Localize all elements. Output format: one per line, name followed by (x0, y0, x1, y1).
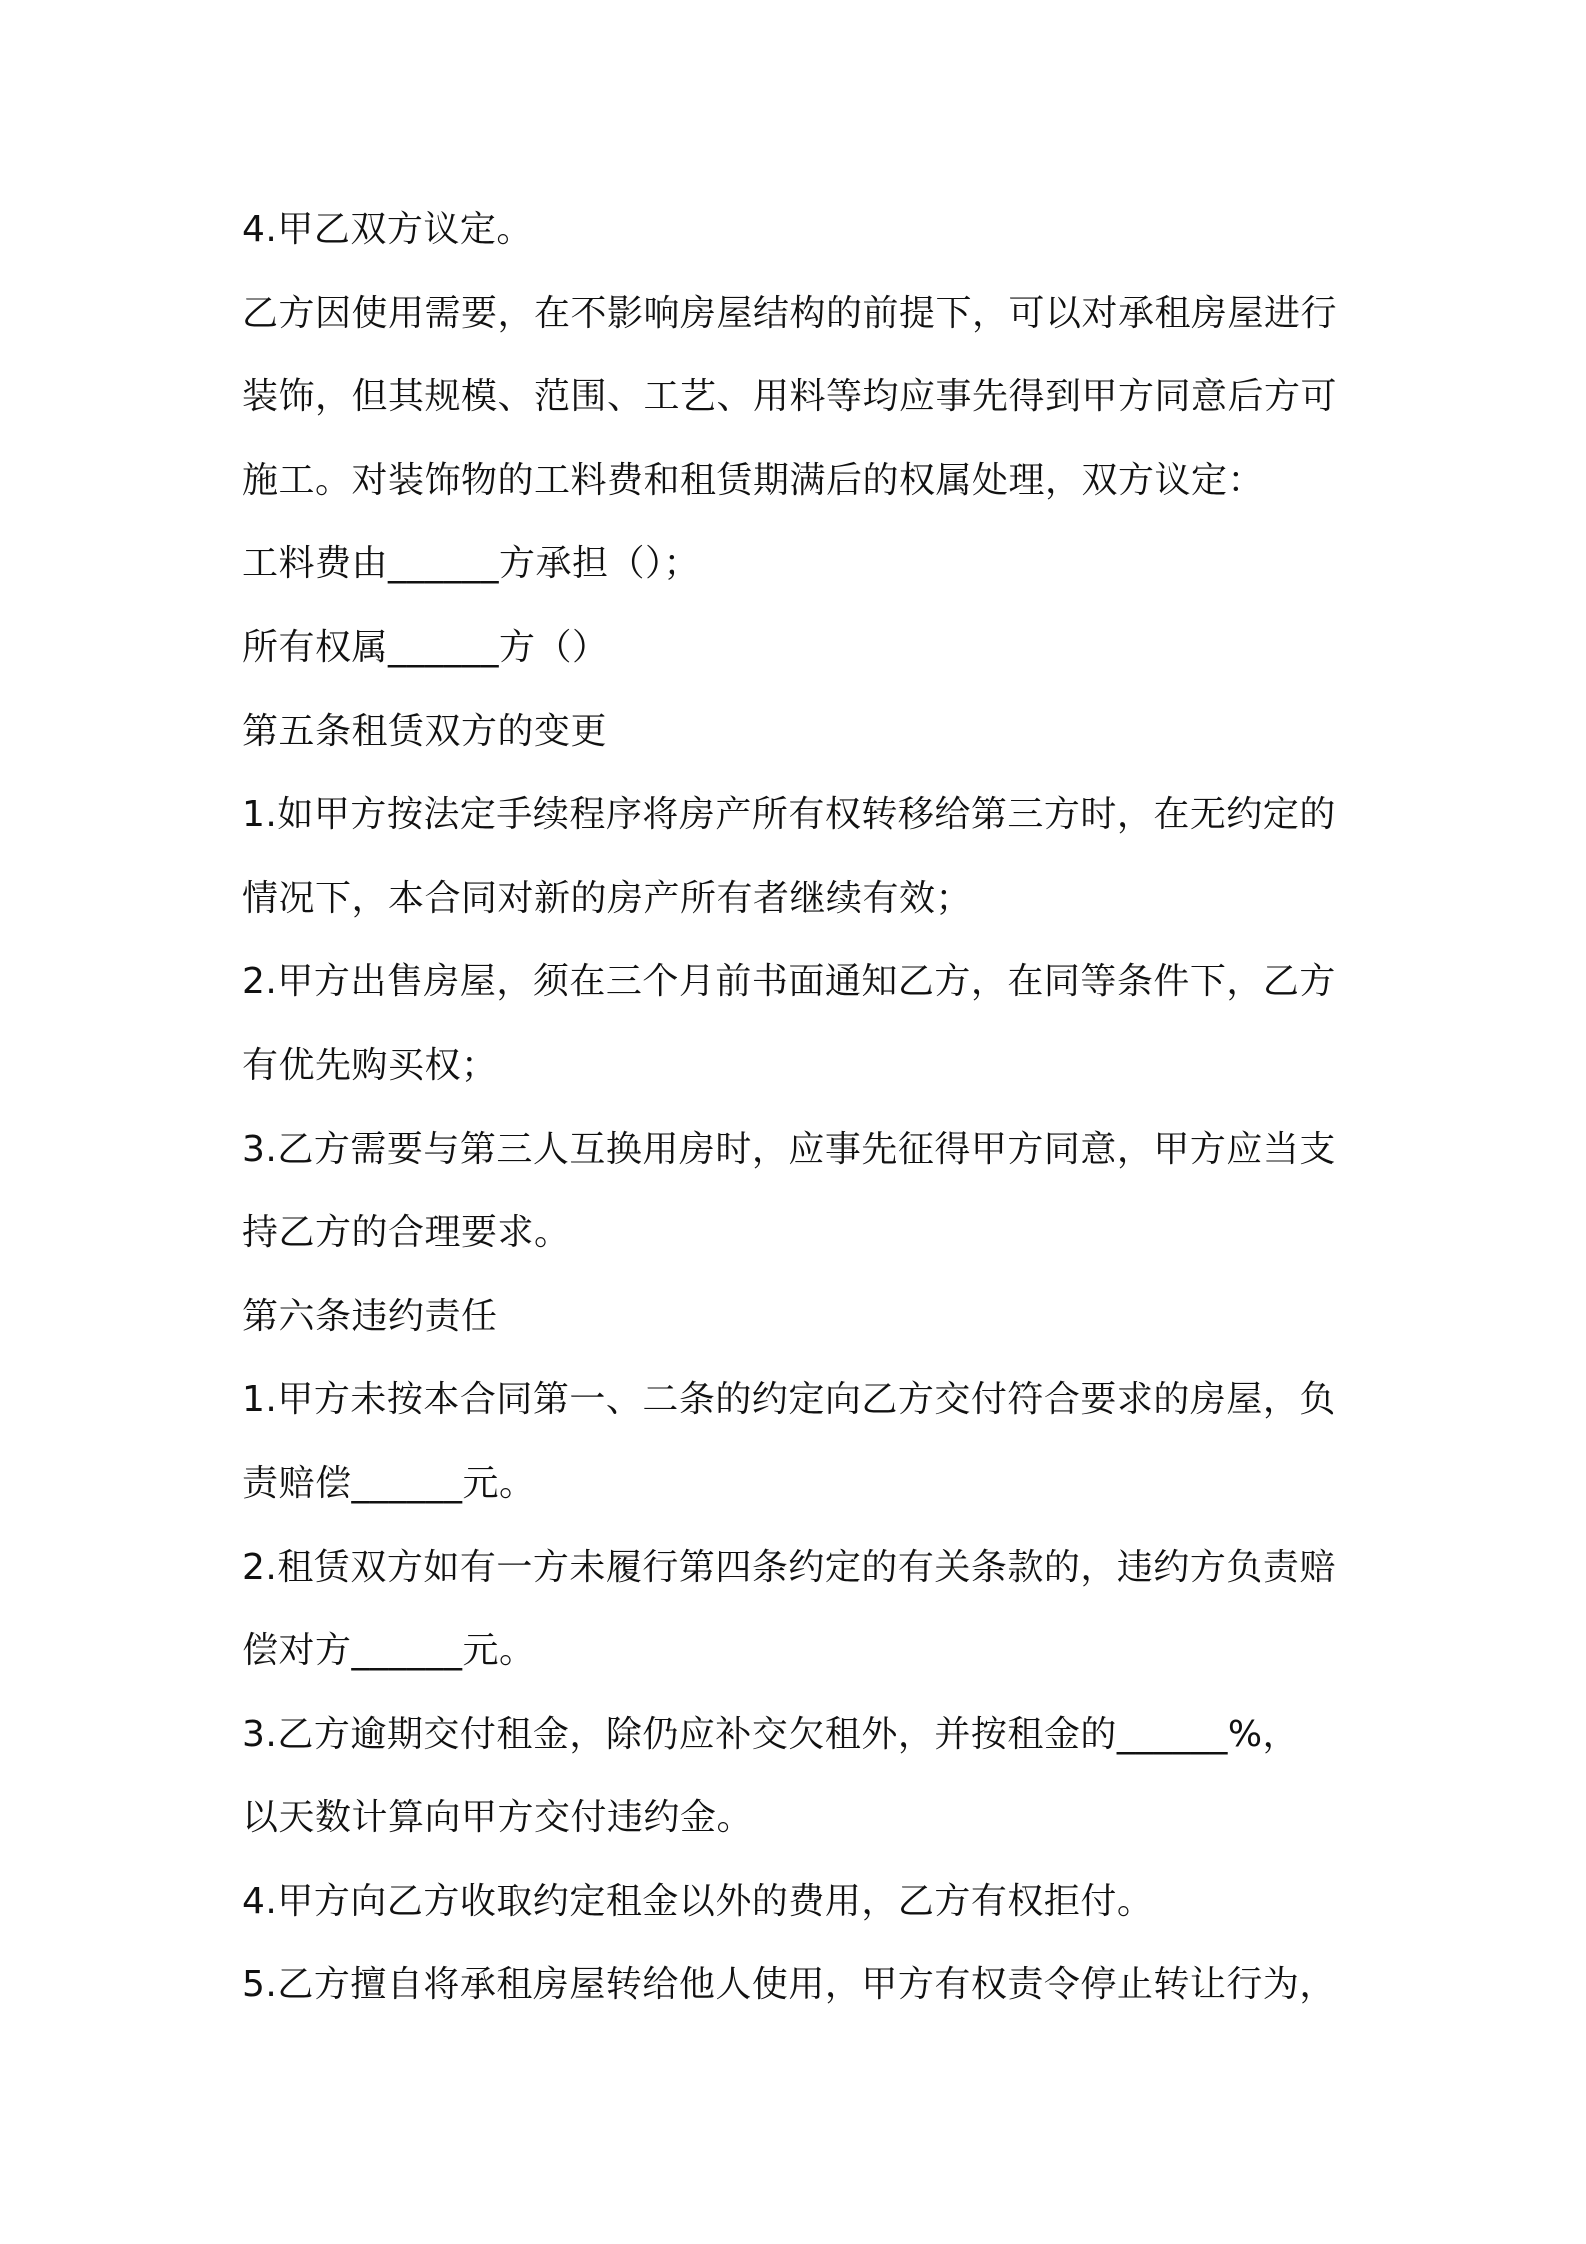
paragraph-line: 乙方因使用需要，在不影响房屋结构的前提下，可以对承租房屋进行 (242, 292, 1338, 334)
document-body (242, 198, 1362, 2037)
paragraph-line: 情况下，本合同对新的房产所有者继续有效； (242, 877, 973, 919)
fill-in-line-compensation: 偿对方______元。 (242, 1630, 536, 1672)
paragraph-line: 施工。对装饰物的工料费和租赁期满后的权属处理，双方议定： (242, 459, 1265, 501)
fill-in-line-ownership: 所有权属______方（） (242, 626, 609, 668)
paragraph-line: 5.乙方擅自将承租房屋转给他人使用，甲方有权责令停止转让行为， (242, 1964, 1336, 2006)
paragraph-line: 以天数计算向甲方交付违约金。 (242, 1797, 754, 1839)
paragraph-line: 3.乙方需要与第三人互换用房时，应事先征得甲方同意，甲方应当支 (242, 1128, 1336, 1170)
fill-in-line-penalty-rate: 3.乙方逾期交付租金，除仍应补交欠租外，并按租金的______%， (242, 1713, 1300, 1755)
article-5-title: 第五条租赁双方的变更 (242, 710, 608, 752)
paragraph-line: 1.甲方未按本合同第一、二条的约定向乙方交付符合要求的房屋，负 (242, 1379, 1336, 1421)
paragraph-line: 装饰，但其规模、范围、工艺、用料等均应事先得到甲方同意后方可 (242, 376, 1338, 418)
clause-4-heading: 4.甲乙双方议定。 (242, 209, 533, 250)
fill-in-line-compensation: 责赔偿______元。 (242, 1462, 536, 1504)
paragraph-line: 2.租赁双方如有一方未履行第四条约定的有关条款的，违约方负责赔 (242, 1546, 1336, 1588)
paragraph-line: 2.甲方出售房屋，须在三个月前书面通知乙方，在同等条件下，乙方 (242, 961, 1336, 1003)
paragraph-line: 1.如甲方按法定手续程序将房产所有权转移给第三方时，在无约定的 (242, 794, 1336, 836)
paragraph-line: 有优先购买权； (242, 1044, 498, 1086)
paragraph-line: 持乙方的合理要求。 (242, 1212, 571, 1254)
article-6-title: 第六条违约责任 (242, 1295, 498, 1337)
fill-in-line-labor-cost: 工料费由______方承担（）； (242, 543, 701, 585)
paragraph-line: 4.甲方向乙方收取约定租金以外的费用，乙方有权拒付。 (242, 1880, 1154, 1922)
